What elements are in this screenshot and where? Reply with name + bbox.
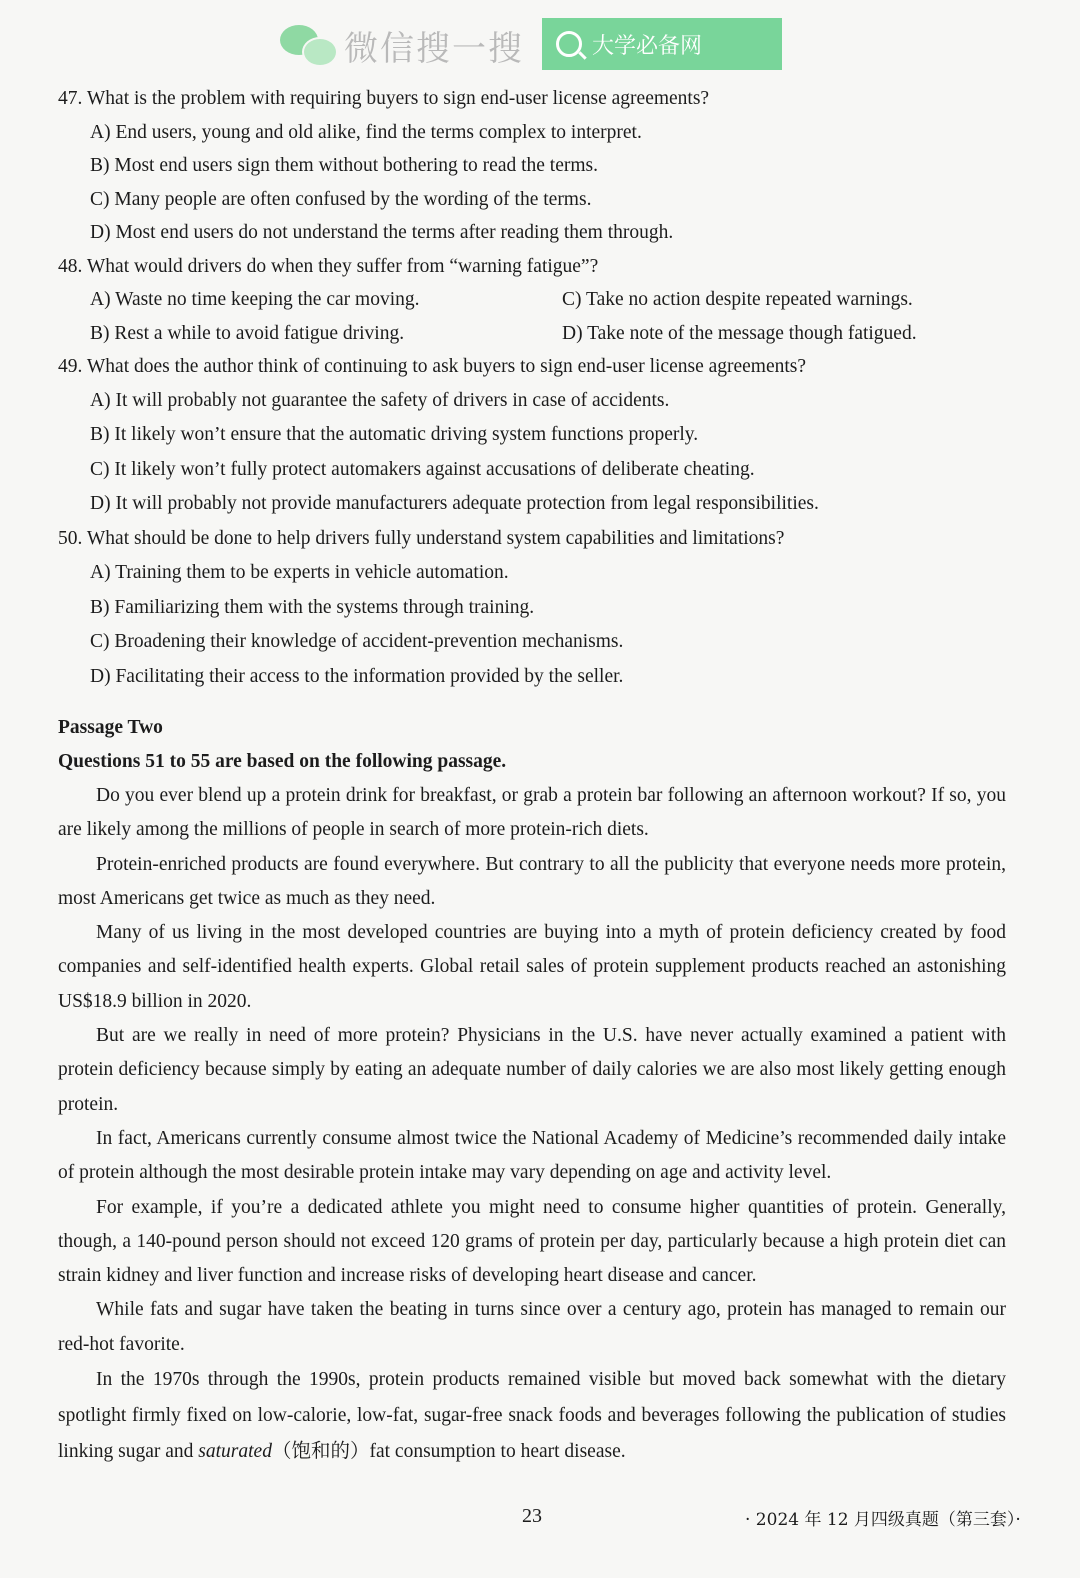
option-b: B) Rest a while to avoid fatigue driving. xyxy=(90,322,405,344)
question-49 xyxy=(58,350,1006,522)
question-50 xyxy=(58,522,1006,695)
page-content xyxy=(58,82,1006,1470)
option-a: A) Training them to be experts in vehicle automation. xyxy=(90,562,509,583)
watermark xyxy=(276,18,703,72)
chinese-gloss: （饱和的） xyxy=(271,1441,370,1463)
option-b: B) Familiarizing them with the systems through training. xyxy=(90,596,535,618)
passage-paragraph: For example, if you’re a dedicated athlete you might need to consume higher quantities of protein. Generally, though, a 140-pound person should not exceed 120 grams of protein per day, particularly because a high protein diet can strain kidney and liver function and increase risks of developing heart disease and cancer. xyxy=(58,1196,1006,1287)
option-c: C) Broadening their knowledge of accident-prevention mechanisms. xyxy=(90,631,624,652)
option-a: A) It will probably not guarantee the safety of drivers in case of accidents. xyxy=(90,389,670,411)
option-a: A) End users, young and old alike, find the terms complex to interpret. xyxy=(90,121,642,143)
passage-paragraph: Many of us living in the most developed countries are buying into a myth of protein deficiency created by food companies and self-identified health experts. Global retail sales of protein supplement products reached an astonishing US$18.9 billion in 2020. xyxy=(58,922,1006,1012)
question-47 xyxy=(58,82,1006,250)
option-c: C) Many people are often confused by the wording of the terms. xyxy=(90,188,592,210)
passage-paragraph: In fact, Americans currently consume almost twice the National Academy of Medicine’s recommended daily intake of protein although the most desirable protein intake may vary depending on age and activity level. xyxy=(58,1127,1006,1184)
passage-paragraph: Protein-enriched products are found everywhere. But contrary to all the publicity that everyone needs more protein, most Americans get twice as much as they need. xyxy=(58,853,1006,909)
option-d: D) It will probably not provide manufacturers adequate protection from legal responsibilities. xyxy=(90,493,819,514)
passage-paragraph: While fats and sugar have taken the beating in turns since over a century ago, protein has managed to remain our red-hot favorite. xyxy=(58,1299,1006,1355)
passage-paragraph: But are we really in need of more protein? Physicians in the U.S. have never actually examined a patient with protein deficiency because simply by eating an adequate number of daily calories we are also most likely getting enough protein. xyxy=(58,1025,1006,1115)
passage-title: Passage Two xyxy=(58,717,163,738)
passage-paragraph xyxy=(58,1362,1006,1470)
option-a: A) Waste no time keeping the car moving. xyxy=(90,289,420,310)
option-d: D) Facilitating their access to the information provided by the seller. xyxy=(90,665,624,687)
question-stem: 48. What would drivers do when they suffer from “warning fatigue”? xyxy=(58,255,599,277)
paragraph-text: fat consumption to heart disease. xyxy=(369,1441,626,1463)
search-icon xyxy=(556,31,582,57)
option-b: B) Most end users sign them without bothering to read the terms. xyxy=(90,155,599,176)
option-c: C) It likely won’t fully protect automakers against accusations of deliberate cheating. xyxy=(90,458,755,480)
footer-note: · 2024 年 12 月四级真题（第三套）· xyxy=(745,1510,1021,1530)
question-48 xyxy=(58,250,1006,351)
question-stem: 50. What should be done to help drivers fully understand system capabilities and limitations? xyxy=(58,527,785,549)
watermark-text: 微信搜一搜 xyxy=(344,28,524,69)
option-d: D) Take note of the message though fatigued. xyxy=(562,322,917,344)
option-d: D) Most end users do not understand the terms after reading them through. xyxy=(90,222,674,243)
question-stem: 47. What is the problem with requiring buyers to sign end-user license agreements? xyxy=(58,88,710,109)
question-stem: 49. What does the author think of continuing to ask buyers to sign end-user license agreements? xyxy=(58,356,807,377)
passage-paragraph: Do you ever blend up a protein drink for breakfast, or grab a protein bar following an afternoon workout? If so, you are likely among the millions of people in search of more protein-rich diets. xyxy=(58,785,1006,841)
wechat-logo-icon xyxy=(276,21,336,69)
option-c: C) Take no action despite repeated warnings. xyxy=(562,289,913,310)
watermark-button-label: 大学必备网 xyxy=(592,33,703,59)
watermark-search-button xyxy=(542,18,782,70)
emphasized-term: saturated xyxy=(198,1441,272,1463)
page-number: 23 xyxy=(522,1505,542,1527)
paragraph-text: In the 1970s through the 1990s, protein products remained visible but moved back somewhat with the dietary spotlight firmly fixed on low-calorie, low-fat, sugar-free snack foods and beverages following the publication of studies linking sugar and xyxy=(58,1369,1006,1463)
option-b: B) It likely won’t ensure that the automatic driving system functions properly. xyxy=(90,424,699,445)
passage-instruction: Questions 51 to 55 are based on the following passage. xyxy=(58,751,507,772)
